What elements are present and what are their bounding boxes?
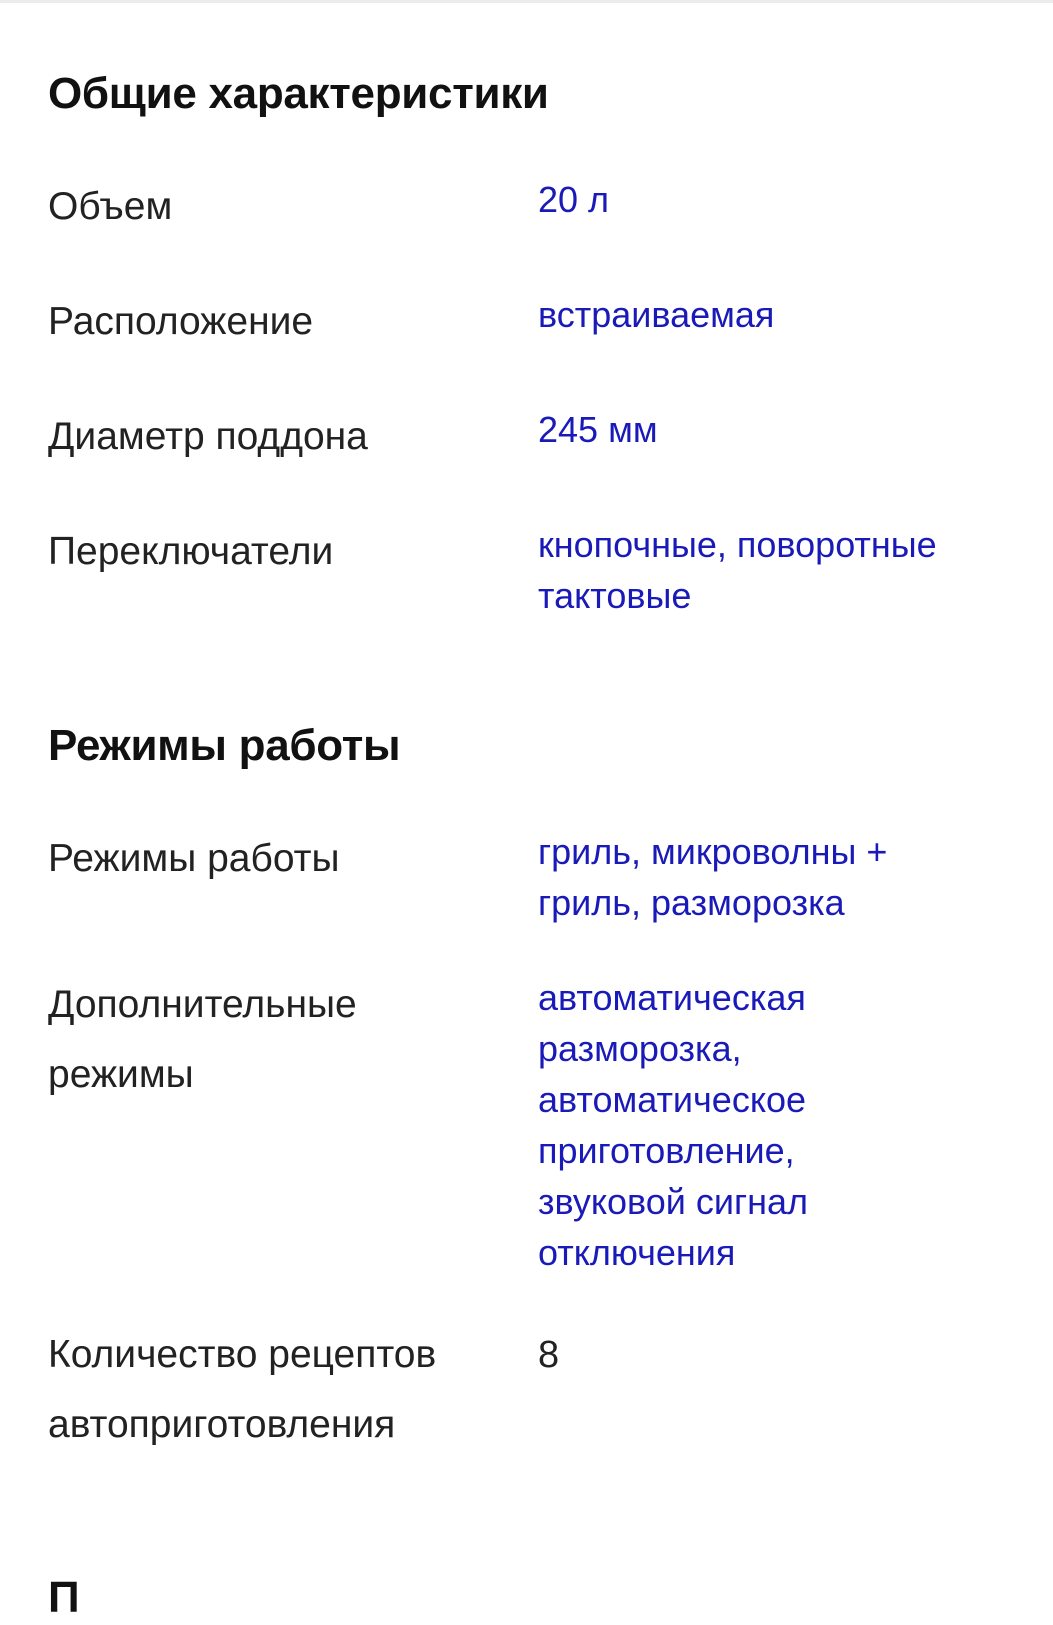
section-title-next-partial: П (48, 1573, 80, 1622)
spec-label-extra-modes: Дополнительные режимы (48, 983, 357, 1096)
spec-label-volume: Объем (48, 185, 173, 228)
spec-value-tray-diameter[interactable]: 245 мм (538, 409, 658, 450)
spec-value-placement[interactable]: встраиваемая (538, 294, 775, 335)
spec-value-switches[interactable]: кнопочные, поворотные тактовые (538, 524, 937, 616)
spec-value-auto-recipes: 8 (538, 1334, 560, 1376)
spec-value-operating-modes[interactable]: гриль, микроволны + гриль, разморозка (538, 831, 888, 923)
top-divider (0, 0, 1053, 3)
spec-label-auto-recipes: Количество рецептов автоприготовления (48, 1333, 437, 1446)
spec-value-volume[interactable]: 20 л (538, 179, 610, 220)
spec-label-operating-modes: Режимы работы (48, 837, 340, 880)
spec-label-placement: Расположение (48, 300, 314, 343)
spec-label-switches: Переключатели (48, 530, 334, 573)
spec-value-extra-modes[interactable]: автоматическая разморозка, автоматическое приготовление, звуковой сигнал отключения (538, 977, 809, 1273)
spec-label-tray-diameter: Диаметр поддона (48, 415, 368, 458)
section-title-modes: Режимы работы (48, 721, 401, 770)
section-title-general: Общие характеристики (48, 69, 549, 118)
